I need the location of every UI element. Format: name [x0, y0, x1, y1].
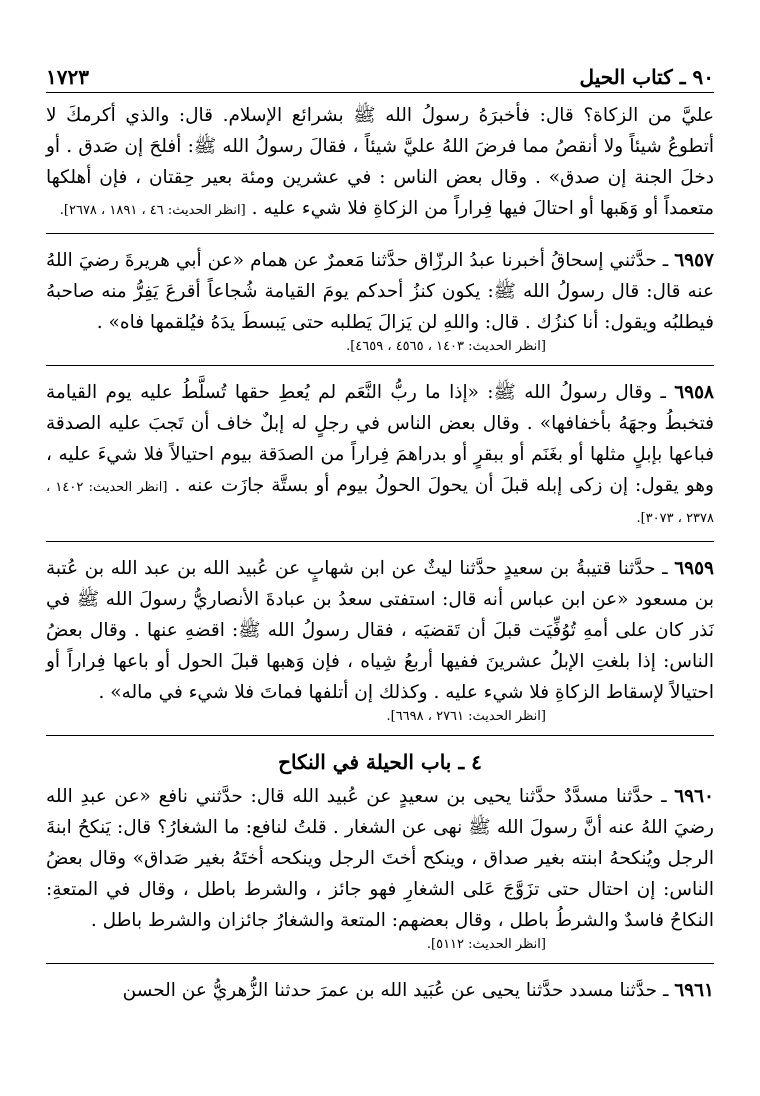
hadith-number: ٦٩٥٧: [674, 250, 714, 271]
paragraph-continued: [46, 100, 714, 224]
hadith-number: ٦٩٥٩: [674, 558, 714, 579]
hadith-number: ٦٩٥٨: [674, 382, 714, 403]
divider: [46, 233, 714, 235]
running-title: ٩٠ ـ كتاب الحيل: [579, 65, 714, 89]
divider: [46, 365, 714, 367]
hadith-6958: [46, 377, 714, 532]
hadith-number: ٦٩٦٠: [674, 786, 714, 807]
hadith-6959: [46, 553, 714, 708]
page-body: [46, 100, 714, 1082]
hadith-6960: [46, 781, 714, 936]
hadith-reference: [انظر الحديث: ١٤٠٣ ، ٤٥٦٥ ، ٤٦٥٩].: [346, 339, 546, 354]
hadith-reference: [انظر الحديث: ٢٧٦١ ، ٦٦٩٨].: [386, 709, 546, 724]
hadith-6961: [46, 975, 714, 1006]
hadith-text: ـ حدَّثنا مسدَّدٌ حدَّثنا يحيى بن سعيدٍ عن عُبيد الله قال: حدَّثني نافع «عن عبدِ الله رضيَ اللهُ عنه أنَّ رسولَ الله ﷺ نهى عن الشغار . قلتُ لنافع: ما الشغارُ؟ قال: يَنكحُ ابنةَ الرجل ويُنكحهُ ابنته بغير صداق ، وينكح أختَ الرجل وينكحه أختَهُ بغير صَداق» وقال بعضُ الناس: إن احتال حتى تزَوَّجَ عَلى الشغارِ فهو جائز ، والشرط باطل ، وقال في المتعةِ: النكاحُ فاسدٌ والشرطُ باطل ، وقال بعضهم: المتعة والشغارُ جائزان والشرط باطل .: [46, 786, 714, 931]
divider: [46, 963, 714, 965]
divider: [46, 541, 714, 543]
chapter-heading: ٤ ـ باب الحيلة في النكاح: [278, 750, 482, 774]
hadith-text: ـ وقال رسولُ الله ﷺ: «إذا ما ربُّ النَّعَم لم يُعطِ حقها تُسلَّطُ عليه يوم القيامة فتخبطُ وجهَهُ بأخفافها» . وقال بعض الناس في رجلٍ له إبلٌ خاف أن تَجبَ عليه الصدقة فباعها بإبلٍ مثلها أو بغَنَم أو ببقرٍ أو بدراهمَ فِراراً من الصدَقة بيوم احتيالاً فلا شيءَ عليه ، وهو يقول: إن زكى إبله قبلَ أن يحولَ الحولُ بيوم أو بستَّة جازَت عنه .: [46, 382, 714, 496]
page-number: ١٧٢٣: [46, 65, 89, 89]
hadith-reference: [انظر الحديث: ٥١١٢].: [426, 937, 546, 952]
paragraph-text: عليَّ من الزكاة؟ قال: فأخبرَهُ رسولُ الله ﷺ بشرائع الإسلام. قال: والذي أكرمكَ لا أتطوعُ شيئاً ولا أنقصُ مما فرضَ اللهُ عليَّ شيئاً ، فقالَ رسولُ الله ﷺ: أفلحَ إن صَدق . أو دخلَ الجنة إن صدق» . وقال بعض الناس : في عشرين ومئة بعير حِقتان ، فإن أهلكها متعمداً أو وَهَبها أو احتالَ فيها فِراراً من الزكاةِ فلا شيء عليه .: [46, 105, 714, 219]
hadith-text: ـ حدَّثنا قتيبةُ بن سعيدٍ حدَّثنا ليثٌ عن ابن شهابٍ عن عُبيد الله بن عبد الله بن عُتبة بن مسعود «عن ابن عباس أنه قال: استفتى سعدُ بن عبادةَ الأنصاريُّ رسولَ الله ﷺ في نَذر كان على أمهِ تُوُفِّيَت قبلَ أن تَقضيَه ، فقال رسولُ الله ﷺ: اقضهِ عنها . وقال بعضُ الناس: إذا بلغتِ الإبلُ عشرينَ ففيها أربعُ شِياه ، فإن وَهبها قبلَ الحول أو باعها فِراراً أو احتيالاً لإسقاط الزكاةِ فلا شيء عليه . وكذلك إن أتلفها فماتَ فلا شيء في ماله» .: [46, 558, 714, 703]
hadith-reference: [انظر الحديث: ١٤٠٢ ، ٢٣٧٨ ، ٣٠٧٣].: [46, 480, 714, 526]
page-header: [46, 62, 714, 93]
hadith-reference: [انظر الحديث: ٤٦ ، ١٨٩١ ، ٢٦٧٨].: [59, 203, 246, 218]
hadith-6957: [46, 245, 714, 338]
hadith-text: ـ حدَّثنا مسدد حدَّثنا يحيى عن عُبَيد الله بن عمرَ حدثنا الزُّهريُّ عن الحسن: [122, 980, 669, 1001]
divider: [46, 735, 714, 737]
hadith-number: ٦٩٦١: [674, 980, 714, 1001]
hadith-text: ـ حدَّثني إسحاقُ أخبرنا عبدُ الرزّاق حدَّثنا مَعمرٌ عن همام «عن أبي هريرةَ رضيَ اللهُ عنه قال: قال رسولُ الله ﷺ: يكون كنزُ أحدكم يومَ القيامة شُجاعاً أقرعَ يَفِرُّ منه صاحبهُ فيطلبُه ويقول: أنا كنزُك . قال: واللهِ لن يَزالَ يَطلبه حتى يَبسطَ يدَهُ فيُلقمها فاه» .: [46, 250, 714, 333]
